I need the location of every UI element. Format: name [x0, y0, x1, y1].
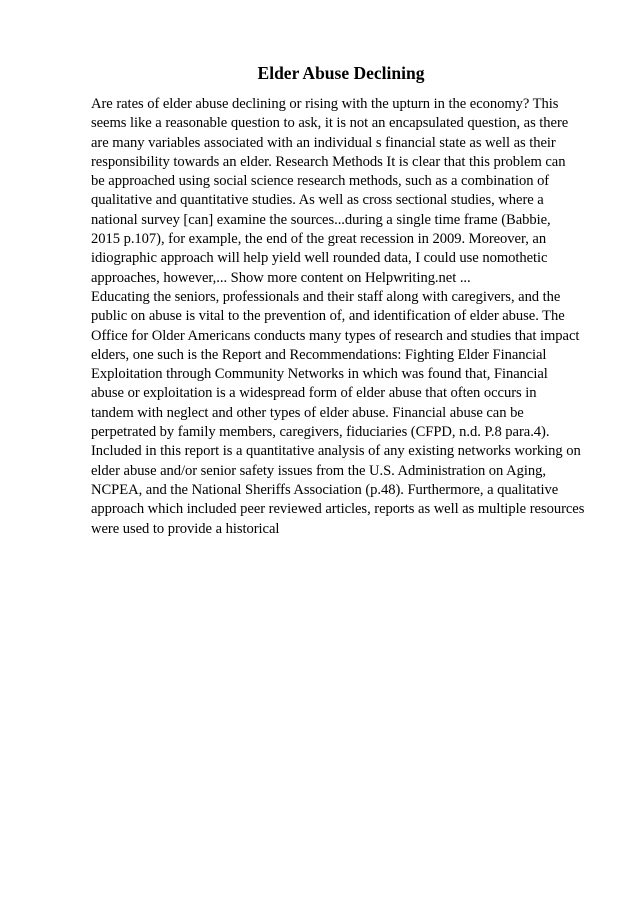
body-text — [91, 95, 601, 539]
text-line: abuse or exploitation is a widespread form of elder abuse that often occurs in — [91, 385, 537, 402]
text-line: approaches, however,... Show more content on Helpwriting.net ... — [91, 269, 471, 286]
text-line: qualitative and quantitative studies. As well as cross sectional studies, where a — [91, 192, 544, 209]
text-line: tandem with neglect and other types of elder abuse. Financial abuse can be — [91, 404, 524, 421]
text-line: Educating the seniors, professionals and their staff along with caregivers, and the — [91, 288, 561, 305]
text-line: be approached using social science research methods, such as a combination of — [91, 173, 550, 190]
text-line: Office for Older Americans conducts many types of research and studies that impact — [91, 327, 580, 344]
text-line: Are rates of elder abuse declining or rising with the upturn in the economy? This — [91, 96, 559, 112]
text-line: elders, one such is the Report and Recommendations: Fighting Elder Financial — [91, 346, 547, 363]
text-line: seems like a reasonable question to ask, it is not an encapsulated question, as there — [91, 115, 569, 132]
text-line: Included in this report is a quantitative analysis of any existing networks working on — [91, 443, 581, 460]
text-line: idiographic approach will help yield well rounded data, I could use nomothetic — [91, 250, 548, 267]
text-line: Exploitation through Community Networks in which was found that, Financial — [91, 366, 548, 383]
text-line: perpetrated by family members, caregivers, fiduciaries (CFPD, n.d. P.8 para.4). — [91, 424, 550, 441]
page-title: Elder Abuse Declining — [257, 63, 425, 83]
text-line: are many variables associated with an individual s financial state as well as their — [91, 134, 556, 151]
text-line: 2015 p.107), for example, the end of the great recession in 2009. Moreover, an — [91, 231, 547, 248]
text-line: public on abuse is vital to the prevention of, and identification of elder abuse. The — [91, 308, 565, 325]
text-line: were used to provide a historical — [91, 520, 280, 537]
text-line: responsibility towards an elder. Research Methods It is clear that this problem can — [91, 153, 566, 170]
text-line: NCPEA, and the National Sheriffs Association (p.48). Furthermore, a qualitative — [91, 481, 559, 498]
text-line: national survey [can] examine the sources...during a single time frame (Babbie, — [91, 211, 551, 228]
text-line: elder abuse and/or senior safety issues from the U.S. Administration on Aging, — [91, 462, 546, 479]
text-line: approach which included peer reviewed articles, reports as well as multiple resources — [91, 501, 585, 518]
